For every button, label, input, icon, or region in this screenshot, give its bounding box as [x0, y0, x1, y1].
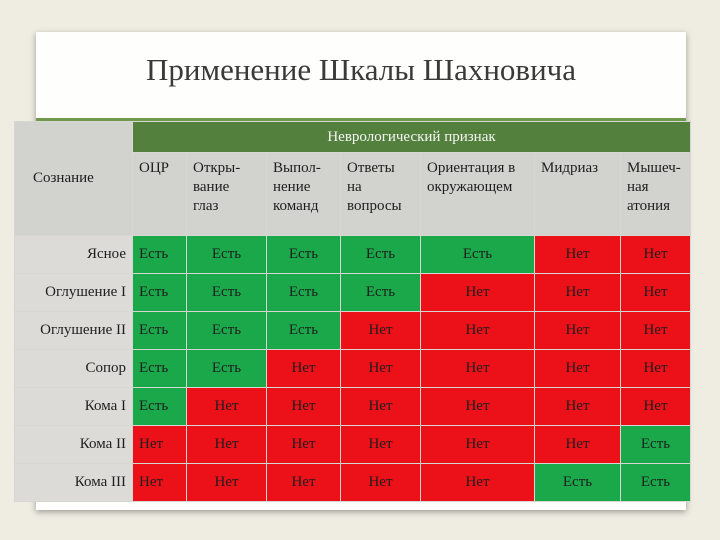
- table-cell: Нет: [421, 464, 535, 502]
- column-header: Ориентация в окружающем: [421, 153, 535, 236]
- table-row: [15, 388, 691, 426]
- table-cell: Есть: [133, 388, 187, 426]
- row-label: Кома I: [15, 388, 133, 426]
- table-cell: Нет: [187, 426, 267, 464]
- table-cell: Есть: [621, 464, 691, 502]
- row-label: Ясное: [15, 236, 133, 274]
- table-cell: Есть: [267, 236, 341, 274]
- table-cell: Нет: [187, 464, 267, 502]
- table-row: [15, 464, 691, 502]
- table-cell: Нет: [421, 350, 535, 388]
- table-cell: Есть: [133, 350, 187, 388]
- table-cell: Нет: [621, 350, 691, 388]
- table-cell: Нет: [421, 388, 535, 426]
- table-cell: Нет: [341, 388, 421, 426]
- table-cell: Нет: [187, 388, 267, 426]
- table-cell: Есть: [421, 236, 535, 274]
- row-label: Сопор: [15, 350, 133, 388]
- table-cell: Нет: [341, 464, 421, 502]
- column-header: ОЦР: [133, 153, 187, 236]
- table-cell: Есть: [133, 274, 187, 312]
- table-cell: Есть: [341, 274, 421, 312]
- table-cell: Нет: [535, 236, 621, 274]
- table-cell: Нет: [133, 464, 187, 502]
- table-cell: Нет: [133, 426, 187, 464]
- table-cell: Нет: [421, 274, 535, 312]
- column-header: Ответы на вопросы: [341, 153, 421, 236]
- table-cell: Нет: [341, 426, 421, 464]
- table-cell: Нет: [421, 426, 535, 464]
- table-cell: Есть: [133, 312, 187, 350]
- table-cell: Нет: [621, 236, 691, 274]
- column-header: Откры- вание глаз: [187, 153, 267, 236]
- table-cell: Нет: [535, 426, 621, 464]
- table-row: [15, 312, 691, 350]
- table-row: [15, 426, 691, 464]
- column-header: Мышеч- ная атония: [621, 153, 691, 236]
- slide-title: Применение Шкалы Шахновича: [145, 52, 577, 87]
- table-cell: Нет: [421, 312, 535, 350]
- table-cell: Нет: [535, 388, 621, 426]
- table-cell: Есть: [267, 312, 341, 350]
- table-cell: Нет: [341, 350, 421, 388]
- table-cell: Есть: [535, 464, 621, 502]
- table-cell: Есть: [187, 236, 267, 274]
- table-cell: Нет: [535, 350, 621, 388]
- row-label: Кома III: [15, 464, 133, 502]
- table-row: [15, 350, 691, 388]
- table-cell: Нет: [267, 388, 341, 426]
- shakhnovich-scale-table: [14, 121, 691, 502]
- table-cell: Нет: [341, 312, 421, 350]
- row-label: Оглушение I: [15, 274, 133, 312]
- table-cell: Есть: [621, 426, 691, 464]
- table-cell: Нет: [621, 388, 691, 426]
- table-cell: Нет: [621, 312, 691, 350]
- table-cell: Есть: [187, 350, 267, 388]
- table-cell: Нет: [267, 350, 341, 388]
- table-cell: Нет: [267, 464, 341, 502]
- table-row: [15, 236, 691, 274]
- column-header: Выпол- нение команд: [267, 153, 341, 236]
- table-cell: Есть: [341, 236, 421, 274]
- table-cell: Есть: [133, 236, 187, 274]
- table-row: [15, 274, 691, 312]
- table-cell: Есть: [267, 274, 341, 312]
- row-label: Кома II: [15, 426, 133, 464]
- band-title: Неврологический признак: [133, 122, 691, 153]
- table-cell: Нет: [535, 312, 621, 350]
- column-header: Мидриаз: [535, 153, 621, 236]
- table-cell: Нет: [621, 274, 691, 312]
- table-cell: Нет: [267, 426, 341, 464]
- table-cell: Есть: [187, 312, 267, 350]
- table-cell: Есть: [187, 274, 267, 312]
- row-label: Оглушение II: [15, 312, 133, 350]
- corner-label: Сознание: [15, 122, 133, 236]
- table-cell: Нет: [535, 274, 621, 312]
